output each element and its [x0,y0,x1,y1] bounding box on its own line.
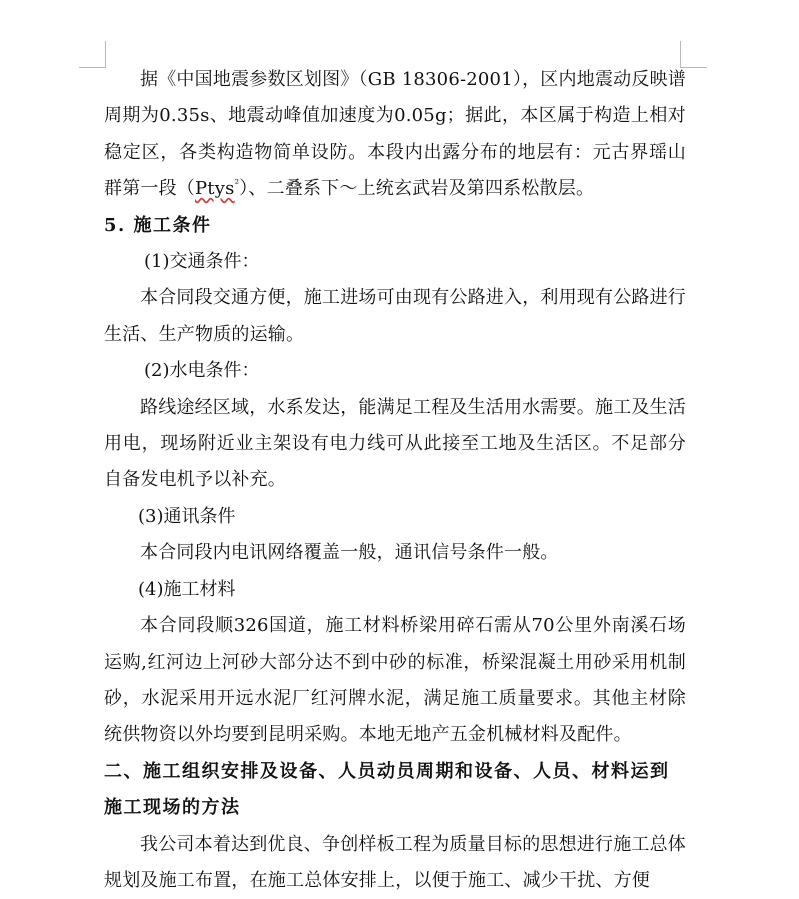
spellcheck-word-ptys: Ptys [195,178,235,200]
section-heading-construction-conditions: 5. 施工条件 [104,214,212,236]
paragraph-communication: 本合同段内电讯网络覆盖一般，通讯信号条件一般。 [140,542,559,564]
paragraph-earthquake-text-b: ）、二叠系下～上统玄武岩及第四系松散层。 [239,178,595,200]
document-body [104,62,686,899]
subheading-traffic: (1)交通条件： [144,251,260,273]
paragraph-water-power: 路线途经区域，水系发达，能满足工程及生活用水需要。施工及生活用电，现场附近业主架设有电力线可从此接至工地及生活区。不足部分自备发电机予以补充。 [104,396,686,491]
paragraph-earthquake [104,62,686,208]
subheading-materials: (4)施工材料 [138,578,236,600]
paragraph-materials: 本合同段顺326国道，施工材料桥梁用碎石需从70公里外南溪石场运购,红河边上河砂大部分达不到中砂的标准，桥梁混凝土用砂采用机制砂，水泥采用开远水泥厂红河牌水泥，满足施工质量要求。其他主材除统供物资以外均要到昆明采购。本地无地产五金机械材料及配件。 [104,615,686,746]
superscript-two: ² [234,177,240,191]
section-heading-organization: 二、施工组织安排及设备、人员动员周期和设备、人员、材料运到施工现场的方法 [104,760,670,819]
subheading-communication: (3)通讯条件 [138,505,236,527]
paragraph-traffic: 本合同段交通方便，施工进场可由现有公路进入，利用现有公路进行生活、生产物质的运输。 [104,287,686,345]
subheading-water-power: (2)水电条件： [144,360,260,382]
paragraph-organization: 我公司本着达到优良、争创样板工程为质量目标的思想进行施工总体规划及施工布置，在施工总体安排上，以便于施工、减少干扰、方便 [104,833,686,891]
paragraph-earthquake-text-a: 据《中国地震参数区划图》（GB 18306-2001），区内地震动反映谱周期为0.35s、地震动峰值加速度为0.05g；据此，本区属于构造上相对稳定区，各类构造物简单设防。本段内出露分布的地层有：元古界瑶山群第一段（ [104,69,686,200]
